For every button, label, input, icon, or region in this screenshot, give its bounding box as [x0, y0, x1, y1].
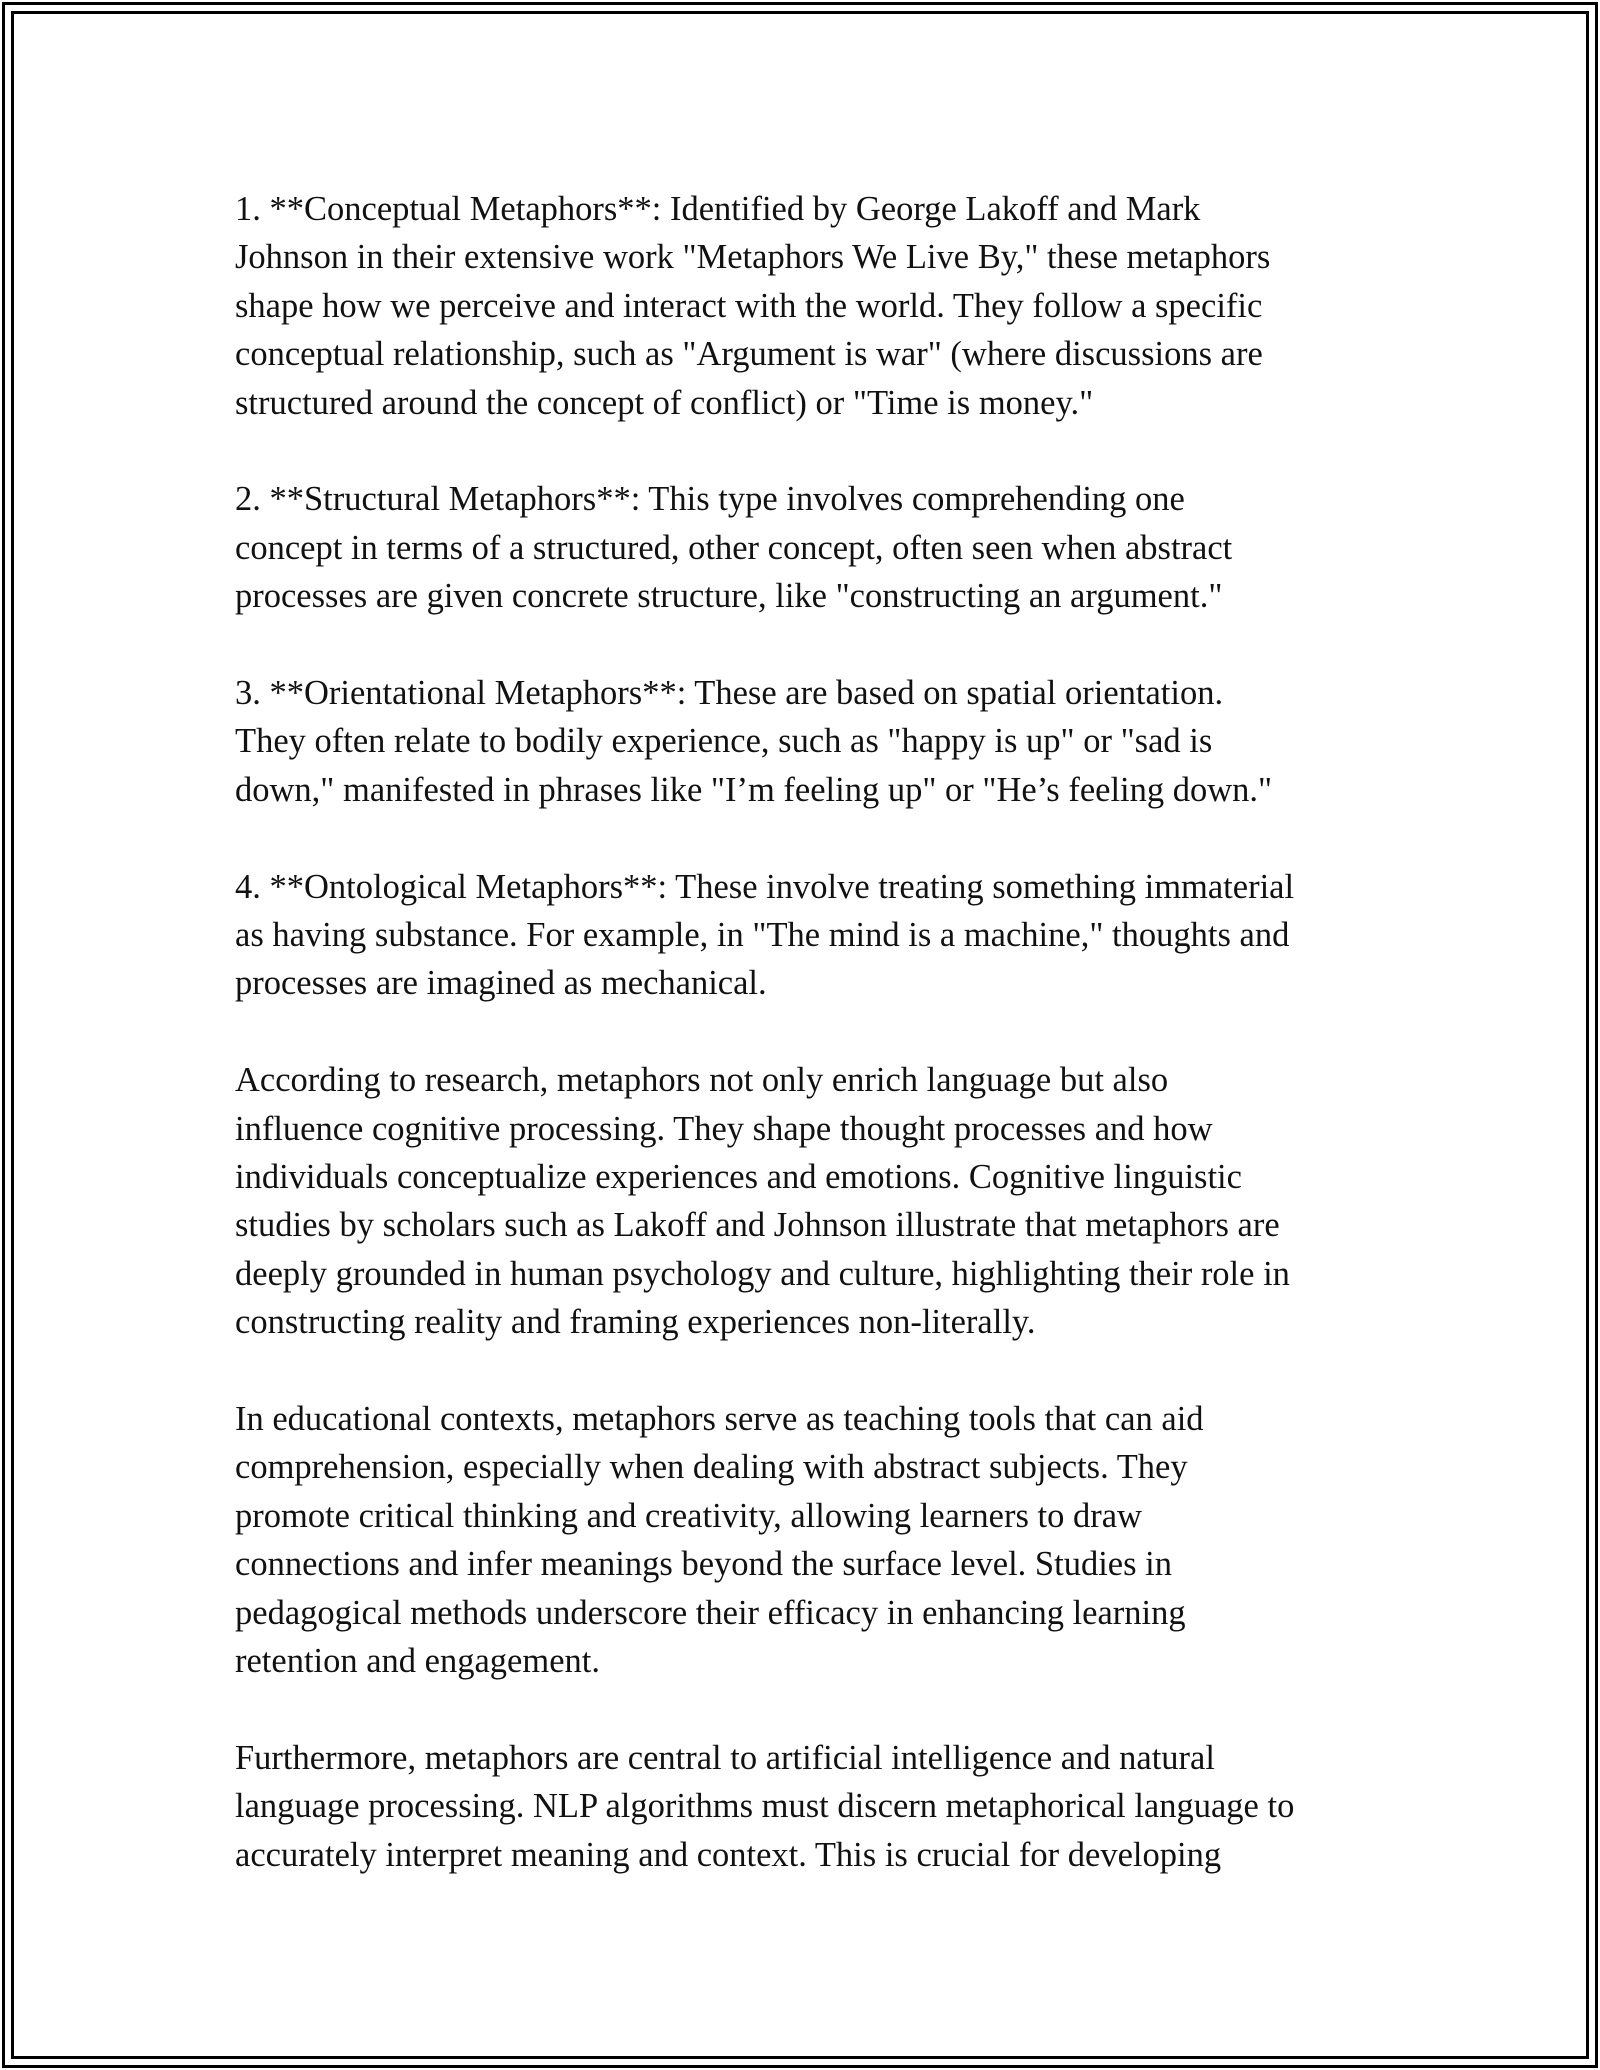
paragraph-structural-metaphors: 2. **Structural Metaphors**: This type involves comprehending one concept in terms of a structured, other concept, often seen when abstract processes are given concrete structure, like "constructing an argument.": [235, 480, 1233, 616]
paragraph-educational-contexts: In educational contexts, metaphors serve as teaching tools that can aid comprehension, especially when dealing with abstract subjects. They promote critical thinking and creativity, allowing learners to draw connections and infer meanings beyond the surface level. Studies in pedagogical methods underscore their efficacy in enhancing learning retention and engagement.: [235, 1400, 1204, 1681]
paragraph-conceptual-metaphors: 1. **Conceptual Metaphors**: Identified by George Lakoff and Mark Johnson in their extensive work "Metaphors We Live By," these metaphors shape how we perceive and interact with the world. They follow a specific conceptual relationship, such as "Argument is war" (where discussions are structured around the concept of conflict) or "Time is money.": [235, 190, 1271, 422]
paragraph-ai-nlp: Furthermore, metaphors are central to artificial intelligence and natural language processing. NLP algorithms must discern metaphorical language to accurately interpret meaning and context. This is crucial for developing: [235, 1738, 1295, 1874]
document-body: [235, 185, 1375, 1928]
paragraph-cognitive-research: According to research, metaphors not only enrich language but also influence cognitive processing. They shape thought processes and how individuals conceptualize experiences and emotions. Cognitive linguistic studies by scholars such as Lakoff and Johnson illustrate that metaphors are deeply grounded in human psychology and culture, highlighting their role in constructing reality and framing experiences non-literally.: [235, 1061, 1290, 1342]
paragraph-ontological-metaphors: 4. **Ontological Metaphors**: These involve treating something immaterial as having substance. For example, in "The mind is a machine," thoughts and processes are imagined as mechanical.: [235, 867, 1295, 1003]
paragraph-orientational-metaphors: 3. **Orientational Metaphors**: These are based on spatial orientation. They often relate to bodily experience, such as "happy is up" or "sad is down," manifested in phrases like "I’m feeling up" or "He’s feeling down.": [235, 674, 1273, 809]
